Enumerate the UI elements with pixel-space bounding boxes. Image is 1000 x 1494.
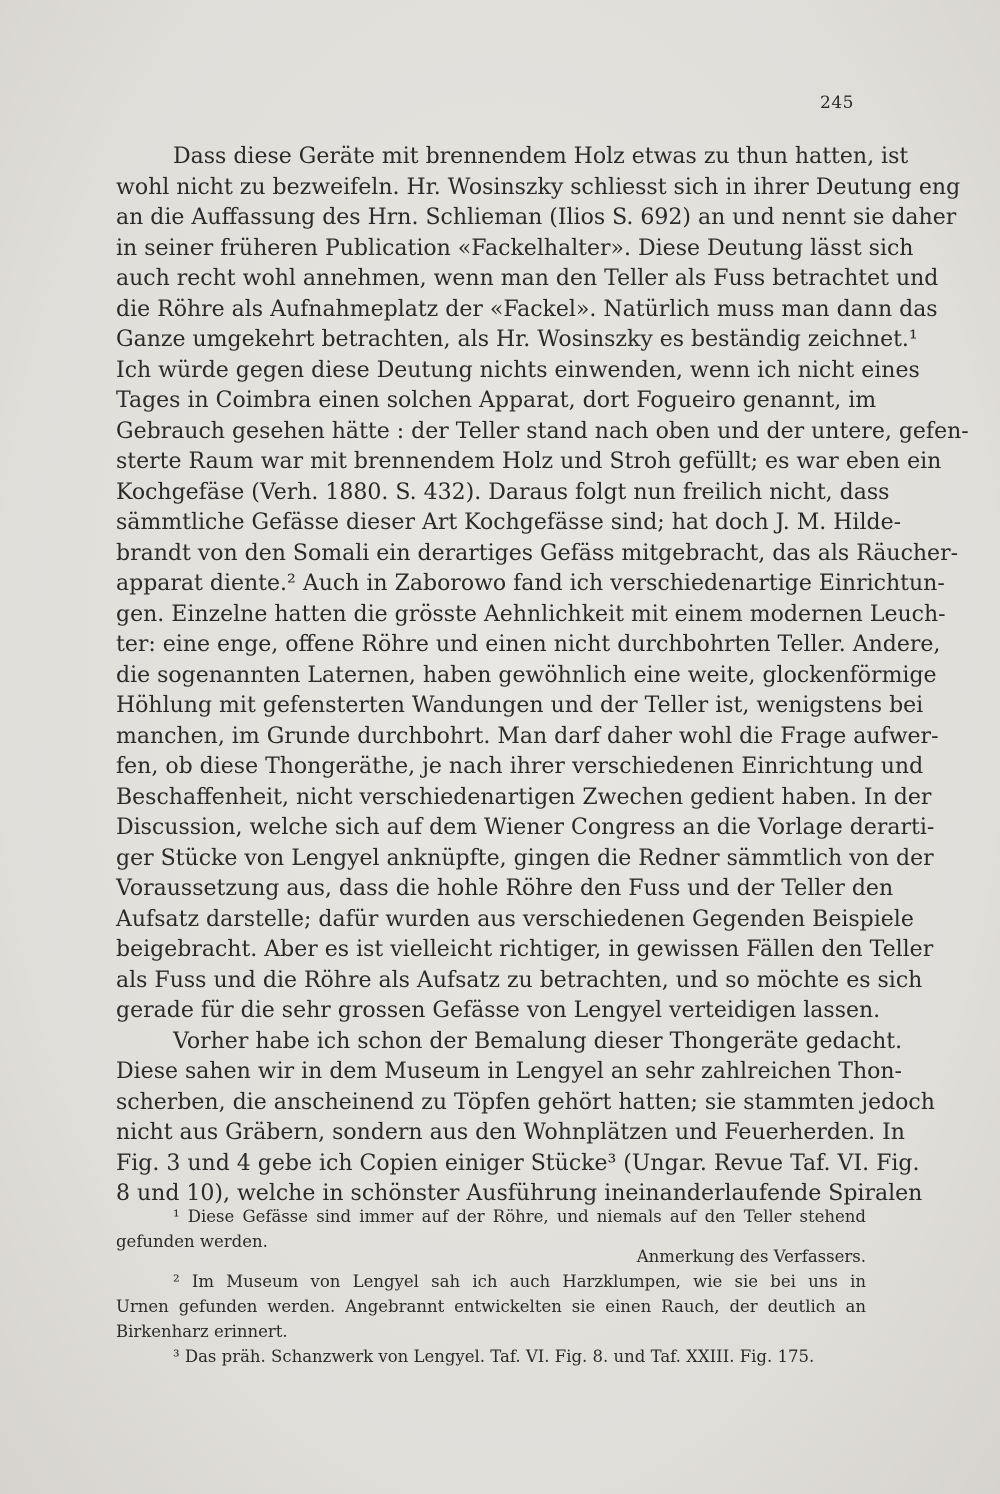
footnote-2-continued: Birkenharz erinnert. xyxy=(116,1322,288,1341)
text-line: Vorher habe ich schon der Bemalung dieser Thongeräte gedacht. xyxy=(173,1028,903,1054)
footnote-3: ³ Das präh. Schanzwerk von Lengyel. Taf. VI. Fig. 8. und Taf. XXIII. Fig. 175. xyxy=(173,1347,815,1366)
text-line: Höhlung mit gefensterten Wandungen und der Teller ist, wenigstens bei xyxy=(116,693,924,718)
text-line: Discussion, welche sich auf dem Wiener Congress an die Vorlage derarti- xyxy=(116,815,935,840)
footnote-1: ¹ Diese Gefässe sind immer auf der Röhre, und niemals auf den Teller stehend xyxy=(173,1207,866,1226)
text-line: Gebrauch gesehen hätte : der Teller stand nach oben und der untere, gefen- xyxy=(116,418,969,444)
text-line: Diese sahen wir in dem Museum in Lengyel an sehr zahlreichen Thon- xyxy=(116,1059,902,1084)
text-line: Voraussetzung aus, dass die hohle Röhre den Fuss und der Teller den xyxy=(116,876,894,901)
text-line: Kochgefäse (Verh. 1880. S. 432). Daraus folgt nun freilich nicht, dass xyxy=(116,479,890,505)
text-line: gen. Einzelne hatten die grösste Aehnlichkeit mit einem modernen Leuch- xyxy=(116,601,946,627)
text-line: scherben, die anscheinend zu Töpfen gehört hatten; sie stammten jedoch xyxy=(116,1089,935,1115)
page-number: 245 xyxy=(820,93,854,113)
text-line: sämmtliche Gefässe dieser Art Kochgefässe sind; hat doch J. M. Hilde- xyxy=(116,510,902,535)
text-line: Tages in Coimbra einen solchen Apparat, dort Fogueiro genannt, im xyxy=(116,388,877,413)
text-line: gerade für die sehr grossen Gefässe von Lengyel verteidigen lassen. xyxy=(116,998,881,1023)
text-line: Beschaffenheit, nicht verschiedenartigen Zwechen gedient haben. In der xyxy=(116,784,932,810)
footnote-1-continued: gefunden werden. xyxy=(116,1232,268,1251)
text-line: nicht aus Gräbern, sondern aus den Wohnplätzen und Feuerherden. In xyxy=(116,1120,905,1145)
text-line: Ganze umgekehrt betrachten, als Hr. Wosinszky es beständig zeichnet.¹ xyxy=(116,327,918,352)
text-line: brandt von den Somali ein derartiges Gefäss mitgebracht, das als Räucher- xyxy=(116,540,959,566)
text-line: Ich würde gegen diese Deutung nichts einwenden, wenn ich nicht eines xyxy=(116,357,920,383)
text-line: manchen, im Grunde durchbohrt. Man darf daher wohl die Frage aufwer- xyxy=(116,723,939,749)
text-line: in seiner früheren Publication «Fackelhalter». Diese Deutung lässt sich xyxy=(116,235,914,261)
text-line: ter: eine enge, offene Röhre und einen nicht durchbohrten Teller. Andere, xyxy=(116,632,941,657)
text-line: Fig. 3 und 4 gebe ich Copien einiger Stücke³ (Ungar. Revue Taf. VI. Fig. xyxy=(116,1150,920,1176)
text-line: als Fuss und die Röhre als Aufsatz zu betrachten, und so möchte es sich xyxy=(116,967,923,993)
text-line: an die Auffassung des Hrn. Schlieman (Ilios S. 692) an und nennt sie daher xyxy=(116,205,957,230)
text-line: fen, ob diese Thongeräthe, je nach ihrer verschiedenen Einrichtung und xyxy=(116,754,924,779)
text-line: die sogenannten Laternen, haben gewöhnlich eine weite, glockenförmige xyxy=(116,662,937,688)
text-line: apparat diente.² Auch in Zaborowo fand ich verschiedenartige Einrichtun- xyxy=(116,571,945,596)
footnotes xyxy=(116,1204,866,1369)
text-line: wohl nicht zu bezweifeln. Hr. Wosinszky schliesst sich in ihrer Deutung eng xyxy=(116,174,961,200)
text-line: 8 und 10), welche in schönster Ausführung ineinanderlaufende Spiralen xyxy=(116,1181,923,1206)
text-line: beigebracht. Aber es ist vielleicht richtiger, in gewissen Fällen den Teller xyxy=(116,937,934,962)
footnote-2-continued: Urnen gefunden werden. Angebrannt entwickelten sie einen Rauch, der deutlich an xyxy=(116,1297,866,1316)
text-line: sterte Raum war mit brennendem Holz und Stroh gefüllt; es war eben ein xyxy=(116,449,942,474)
text-line: Aufsatz darstelle; dafür wurden aus verschiedenen Gegenden Beispiele xyxy=(116,906,914,932)
text-line: die Röhre als Aufnahmeplatz der «Fackel». Natürlich muss man dann das xyxy=(116,296,938,322)
text-line: Dass diese Geräte mit brennendem Holz etwas zu thun hatten, ist xyxy=(173,144,909,169)
text-line: auch recht wohl annehmen, wenn man den Teller als Fuss betrachtet und xyxy=(116,266,939,291)
text-line: ger Stücke von Lengyel anknüpfte, gingen die Redner sämmtlich von der xyxy=(116,845,934,871)
body-text xyxy=(116,142,969,1210)
footnote-1-attribution: Anmerkung des Verfassers. xyxy=(636,1247,866,1266)
footnote-2: ² Im Museum von Lengyel sah ich auch Harzklumpen, wie sie bei uns in xyxy=(173,1272,866,1291)
